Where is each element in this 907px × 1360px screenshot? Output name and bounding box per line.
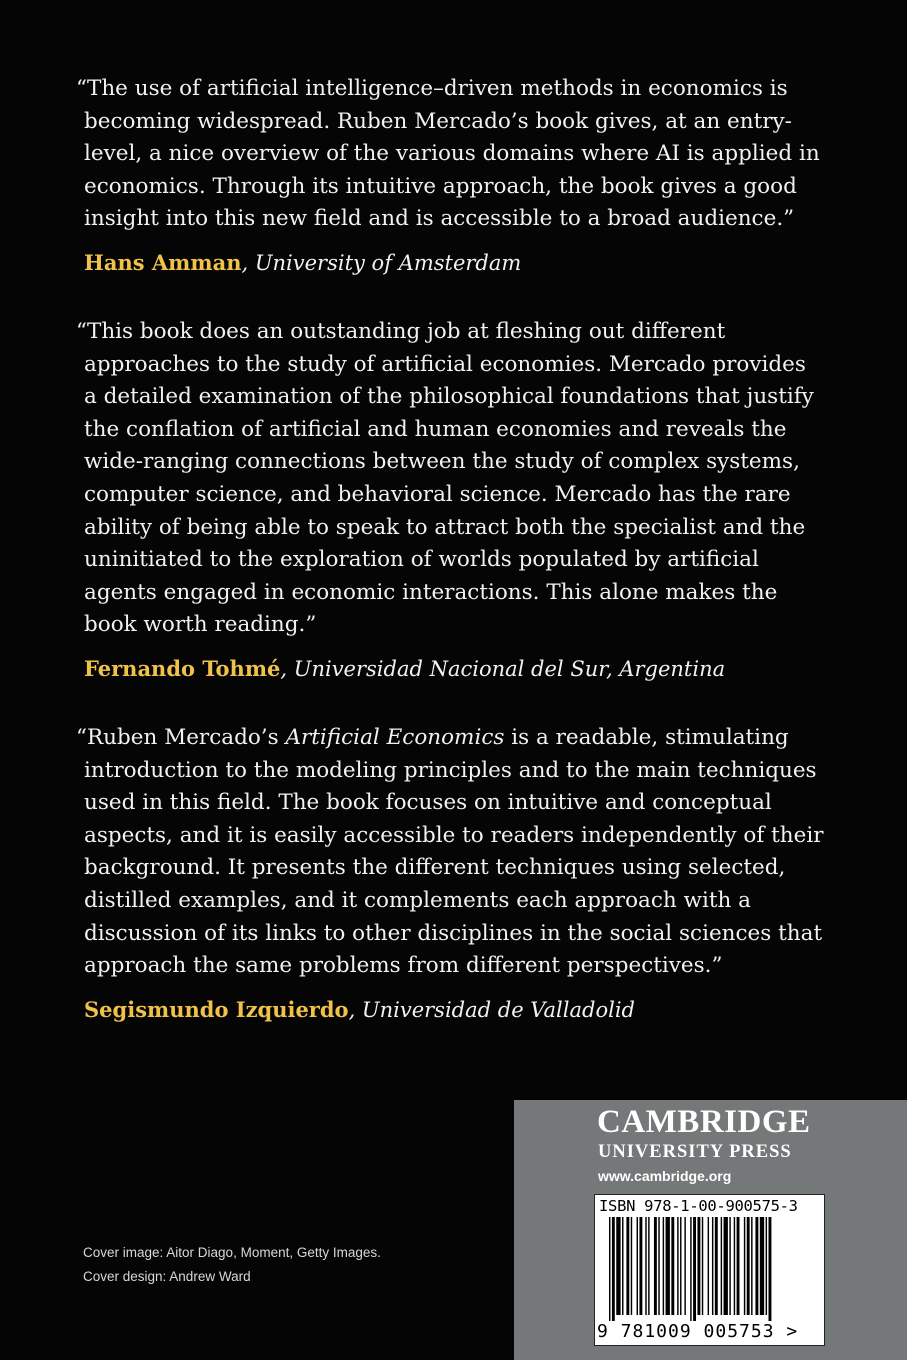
barcode-bar — [690, 1217, 691, 1321]
quote-2-institution: , Universidad Nacional del Sur, Argentina — [280, 656, 726, 681]
barcode-bar — [637, 1217, 638, 1315]
barcode-bar — [737, 1217, 740, 1315]
barcode-bar — [658, 1217, 659, 1315]
barcode-bars — [595, 1217, 824, 1323]
barcode-bar — [663, 1217, 664, 1315]
cover-image-credit: Cover image: Aitor Diago, Moment, Getty Images. — [83, 1245, 381, 1260]
publisher-panel — [514, 1100, 907, 1360]
quote-2 — [76, 316, 836, 684]
barcode-bar — [702, 1217, 703, 1315]
quote-1-text: “The use of artificial intelligence–driven methods in economics is becoming widespread. Ruben Mercado’s book gives, at an entry- level, a nice overview of the various domains where AI is applied in economics. Through its intuitive approach, the book gives a good insight into this new field and is accessible to a broad audience.” — [76, 76, 820, 232]
quote-1 — [76, 73, 836, 278]
barcode-bar — [622, 1217, 623, 1315]
quote-1-author: Hans Amman — [84, 249, 242, 275]
publisher-subtitle: UNIVERSITY PRESS — [598, 1142, 792, 1162]
quote-1-attribution — [76, 248, 836, 278]
barcode-bar — [648, 1217, 649, 1315]
barcode-bar — [677, 1217, 678, 1315]
barcode-bar — [671, 1217, 674, 1315]
barcode-bar — [712, 1217, 713, 1315]
quote-3-text-start: “Ruben Mercado’s — [76, 725, 286, 750]
barcode-bar — [639, 1217, 642, 1315]
quote-3-text-rest: is a readable, stimulating introduction to the modeling principles and to the main techniques used in this field. The book focuses on intuitive and conceptual aspects, and it is easily accessible to readers independently of their background. It presents the different techniques using selected, distilled examples, and it complements each approach with a discussion of its links to other disciplines in the social sciences that approach the same problems from different perspectives.” — [84, 725, 824, 979]
barcode-bar — [729, 1217, 730, 1315]
barcode-bar — [715, 1217, 718, 1315]
barcode-bar — [734, 1217, 735, 1315]
isbn-barcode — [594, 1194, 825, 1346]
barcode-bar — [744, 1217, 745, 1315]
barcode-bar — [616, 1217, 620, 1315]
barcode-bar — [721, 1217, 722, 1315]
barcode-bar — [666, 1217, 670, 1315]
isbn-text: ISBN 978-1-00-900575-3 — [599, 1197, 798, 1215]
quote-2-text: “This book does an outstanding job at fleshing out different approaches to the study of artificial economies. Mercado provides a detailed examination of the philosophical foundations that justify the conflation of artificial and human economies and reveals the wide-ranging connections between the study of complex systems, computer science, and behavioral science. Mercado has the rare ability of being able to speak to attract both the specialist and the uninitiated to the exploration of worlds populated by artificial agents engaged in economic interactions. This alone makes the book worth reading.” — [76, 319, 814, 638]
barcode-bar — [724, 1217, 728, 1315]
barcode-bar — [769, 1217, 772, 1321]
quote-3-institution: , Universidad de Valladolid — [348, 997, 635, 1022]
barcode-bar — [684, 1217, 685, 1315]
quote-3-text — [76, 722, 836, 983]
publisher-name: CAMBRIDGE — [597, 1104, 811, 1140]
barcode-bar — [609, 1217, 610, 1321]
barcode-bar — [747, 1217, 750, 1315]
quote-3-author: Segismundo Izquierdo — [84, 996, 349, 1022]
quote-1-institution: , University of Amsterdam — [241, 250, 522, 275]
barcode-bar — [755, 1217, 758, 1315]
barcode-bar — [612, 1217, 615, 1321]
barcode-bar — [697, 1217, 700, 1315]
cover-credits — [83, 1241, 381, 1289]
barcode-bar — [693, 1217, 696, 1321]
quote-3-book-title: Artificial Economics — [285, 725, 505, 750]
quote-2-attribution — [76, 654, 836, 684]
quote-3-attribution — [76, 995, 836, 1025]
barcode-bar — [766, 1217, 767, 1315]
barcode-bar — [654, 1217, 657, 1315]
publisher-url: www.cambridge.org — [598, 1168, 732, 1184]
barcode-bar — [708, 1217, 709, 1315]
barcode-bar — [751, 1217, 752, 1315]
barcode-bar — [680, 1217, 681, 1315]
cover-design-credit: Cover design: Andrew Ward — [83, 1269, 251, 1284]
quote-3 — [76, 722, 836, 1025]
barcode-bar — [760, 1217, 764, 1315]
barcode-bar — [626, 1217, 629, 1315]
quote-2-author: Fernando Tohmé — [84, 655, 281, 681]
barcode-bar — [631, 1217, 632, 1315]
barcode-bar — [645, 1217, 646, 1315]
ean-number: 9 781009 005753 > — [597, 1321, 799, 1342]
